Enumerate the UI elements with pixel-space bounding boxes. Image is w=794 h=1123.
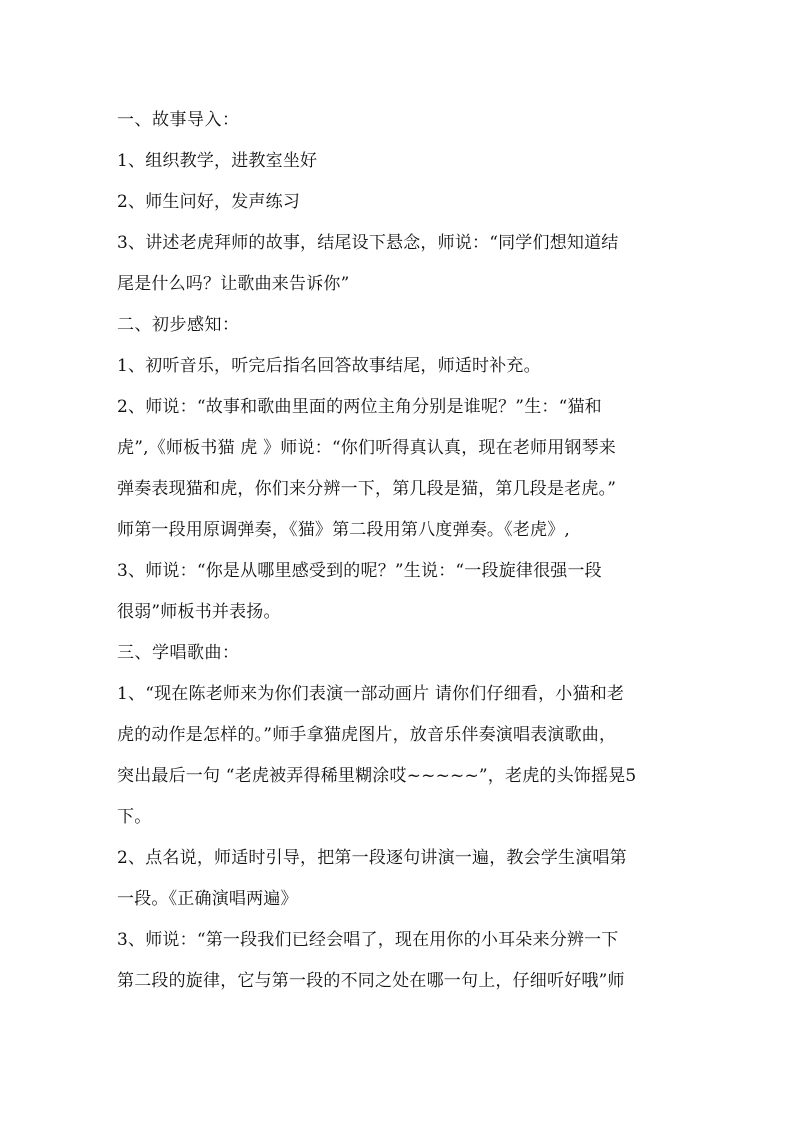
paragraph-line: 师第一段用原调弹奏，《猫》第二段用第八度弹奏。《老虎》, [117, 520, 571, 540]
paragraph-line: 1、“现在陈老师来为你们表演一部动画片 请你们仔细看，小猫和老 [117, 684, 625, 704]
paragraph-line: 很弱”师板书并表扬。 [117, 602, 281, 622]
paragraph-line: 一段。《正确演唱两遍》 [117, 889, 298, 909]
paragraph-line: 2、师生问好，发声练习 [117, 192, 301, 212]
paragraph-line: 虎的动作是怎样的。”师手拿猫虎图片，放音乐伴奏演唱表演歌曲， [117, 725, 617, 745]
section-heading-initial-perception: 二、初步感知： [117, 315, 240, 335]
document-body [117, 100, 682, 1002]
paragraph-line: 3、师说：“你是从哪里感受到的呢？”生说：“一段旋律很强一段 [117, 561, 602, 581]
paragraph-line: 尾是什么吗？让歌曲来告诉你” [117, 274, 350, 294]
paragraph-line: 2、点名说，师适时引导，把第一段逐句讲演一遍，教会学生演唱第 [117, 848, 627, 868]
section-heading-story-intro: 一、故事导入： [117, 110, 240, 130]
paragraph-line: 第二段的旋律，它与第一段的不同之处在哪一句上，仔细听好哦”师 [117, 971, 625, 991]
paragraph-line: 1、初听音乐，听完后指名回答故事结尾，师适时补充。 [117, 356, 541, 376]
paragraph-line: 突出最后一句 “老虎被弄得稀里糊涂哎~~~~~”，老虎的头饰摇晃5 [117, 766, 637, 786]
paragraph-line: 1、组织教学，进教室坐好 [117, 151, 318, 171]
paragraph-line: 下。 [117, 807, 152, 827]
paragraph-line: 虎”,《师板书猫 虎 》师说：“你们听得真认真，现在老师用钢琴来 [117, 438, 616, 458]
section-heading-learn-song: 三、学唱歌曲： [117, 643, 240, 663]
paragraph-line: 2、师说：“故事和歌曲里面的两位主角分别是谁呢？”生：“猫和 [117, 397, 602, 417]
paragraph-line: 3、师说：“第一段我们已经会唱了，现在用你的小耳朵来分辨一下 [117, 930, 619, 950]
paragraph-line: 3、讲述老虎拜师的故事，结尾设下悬念，师说：“同学们想知道结 [117, 233, 619, 253]
paragraph-line: 弹奏表现猫和虎，你们来分辨一下，第几段是猫，第几段是老虎。” [117, 479, 617, 499]
